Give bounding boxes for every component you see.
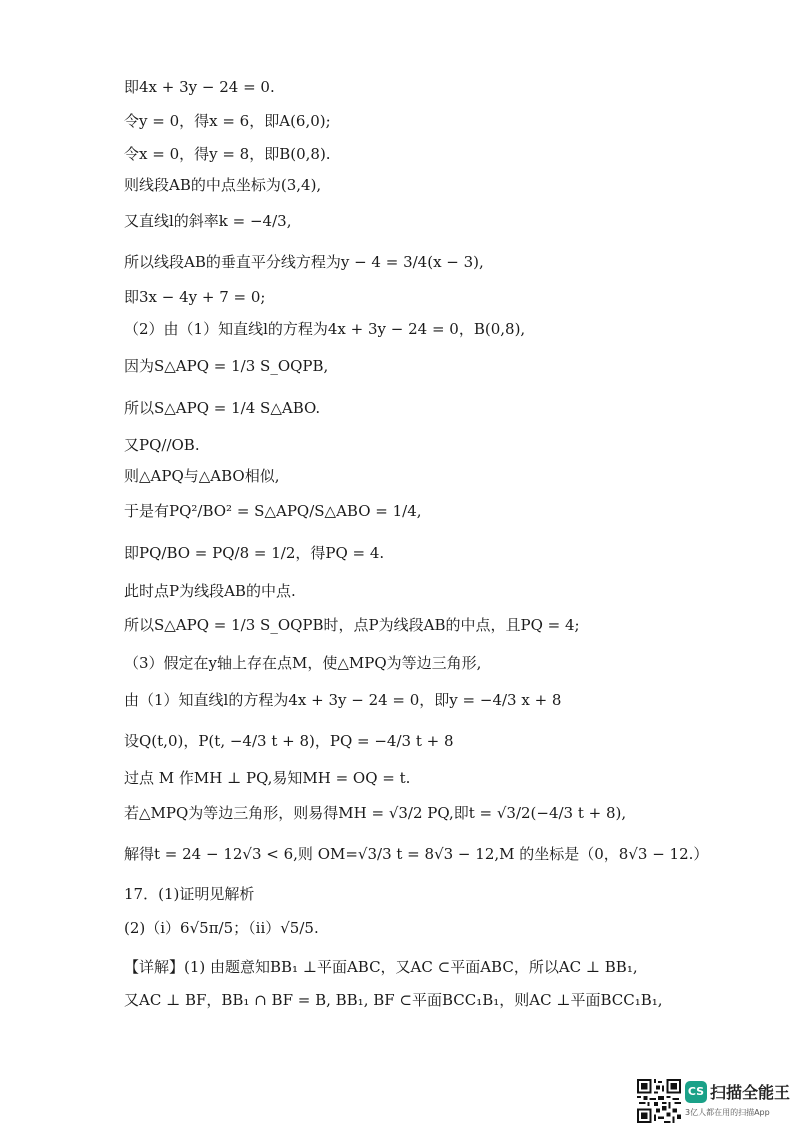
text-line: 【详解】(1) 由题意知BB₁ ⊥平面ABC，又AC ⊂平面ABC，所以AC ⊥ BB₁, [124, 958, 638, 976]
text-line: 过点 M 作MH ⊥ PQ,易知MH = OQ = t. [124, 769, 411, 787]
scanner-watermark [637, 1079, 797, 1123]
text-line: （2）由（1）知直线l的方程为4x + 3y − 24 = 0，B(0,8), [124, 320, 526, 338]
text-line: 又直线l的斜率k = −4/3, [124, 212, 292, 230]
text-line: 于是有PQ²/BO² = S△APQ/S△ABO = 1/4, [124, 502, 422, 520]
text-line: 解得t = 24 − 12√3 < 6,则 OM=√3/3 t = 8√3 − 12,M 的坐标是（0，8√3 − 12.） [124, 845, 709, 863]
text-line: (2)（i）6√5π/5；（ii）√5/5. [124, 919, 319, 937]
brand-tagline: 3亿人都在用的扫描App [685, 1108, 770, 1117]
text-line: 令x = 0，得y = 8，即B(0,8). [124, 145, 331, 163]
text-line: 即PQ/BO = PQ/8 = 1/2，得PQ = 4. [124, 544, 385, 562]
text-line: 则△APQ与△ABO相似, [124, 467, 280, 485]
text-line: 由（1）知直线l的方程为4x + 3y − 24 = 0，即y = −4/3 x + 8 [124, 691, 562, 709]
text-line: 所以S△APQ = 1/3 S_OQPB时，点P为线段AB的中点，且PQ = 4; [124, 616, 580, 634]
text-line: 因为S△APQ = 1/3 S_OQPB, [124, 357, 329, 375]
text-line: 所以线段AB的垂直平分线方程为y − 4 = 3/4(x − 3), [124, 253, 484, 271]
text-line: 17．(1)证明见解析 [124, 885, 255, 903]
text-line: 又AC ⊥ BF，BB₁ ∩ BF = B, BB₁, BF ⊂平面BCC₁B₁，则AC ⊥平面BCC₁B₁, [124, 991, 663, 1009]
text-line: 若△MPQ为等边三角形，则易得MH = √3/2 PQ,即t = √3/2(−4/3 t + 8), [124, 804, 627, 822]
text-line: 此时点P为线段AB的中点. [124, 582, 296, 600]
text-line: 即3x − 4y + 7 = 0; [124, 288, 266, 306]
text-line: 即4x + 3y − 24 = 0. [124, 78, 275, 96]
text-line: 令y = 0，得x = 6，即A(6,0); [124, 112, 331, 130]
qr-code-icon [637, 1079, 681, 1123]
brand-name: 扫描全能王 [710, 1083, 791, 1102]
camscanner-logo-icon: CS [685, 1081, 707, 1103]
text-line: （3）假定在y轴上存在点M，使△MPQ为等边三角形, [124, 654, 482, 672]
text-line: 所以S△APQ = 1/4 S△ABO. [124, 399, 321, 417]
text-line: 则线段AB的中点坐标为(3,4), [124, 176, 322, 194]
text-line: 又PQ//OB. [124, 436, 200, 454]
text-line: 设Q(t,0)，P(t, −4/3 t + 8)，PQ = −4/3 t + 8 [124, 732, 454, 750]
